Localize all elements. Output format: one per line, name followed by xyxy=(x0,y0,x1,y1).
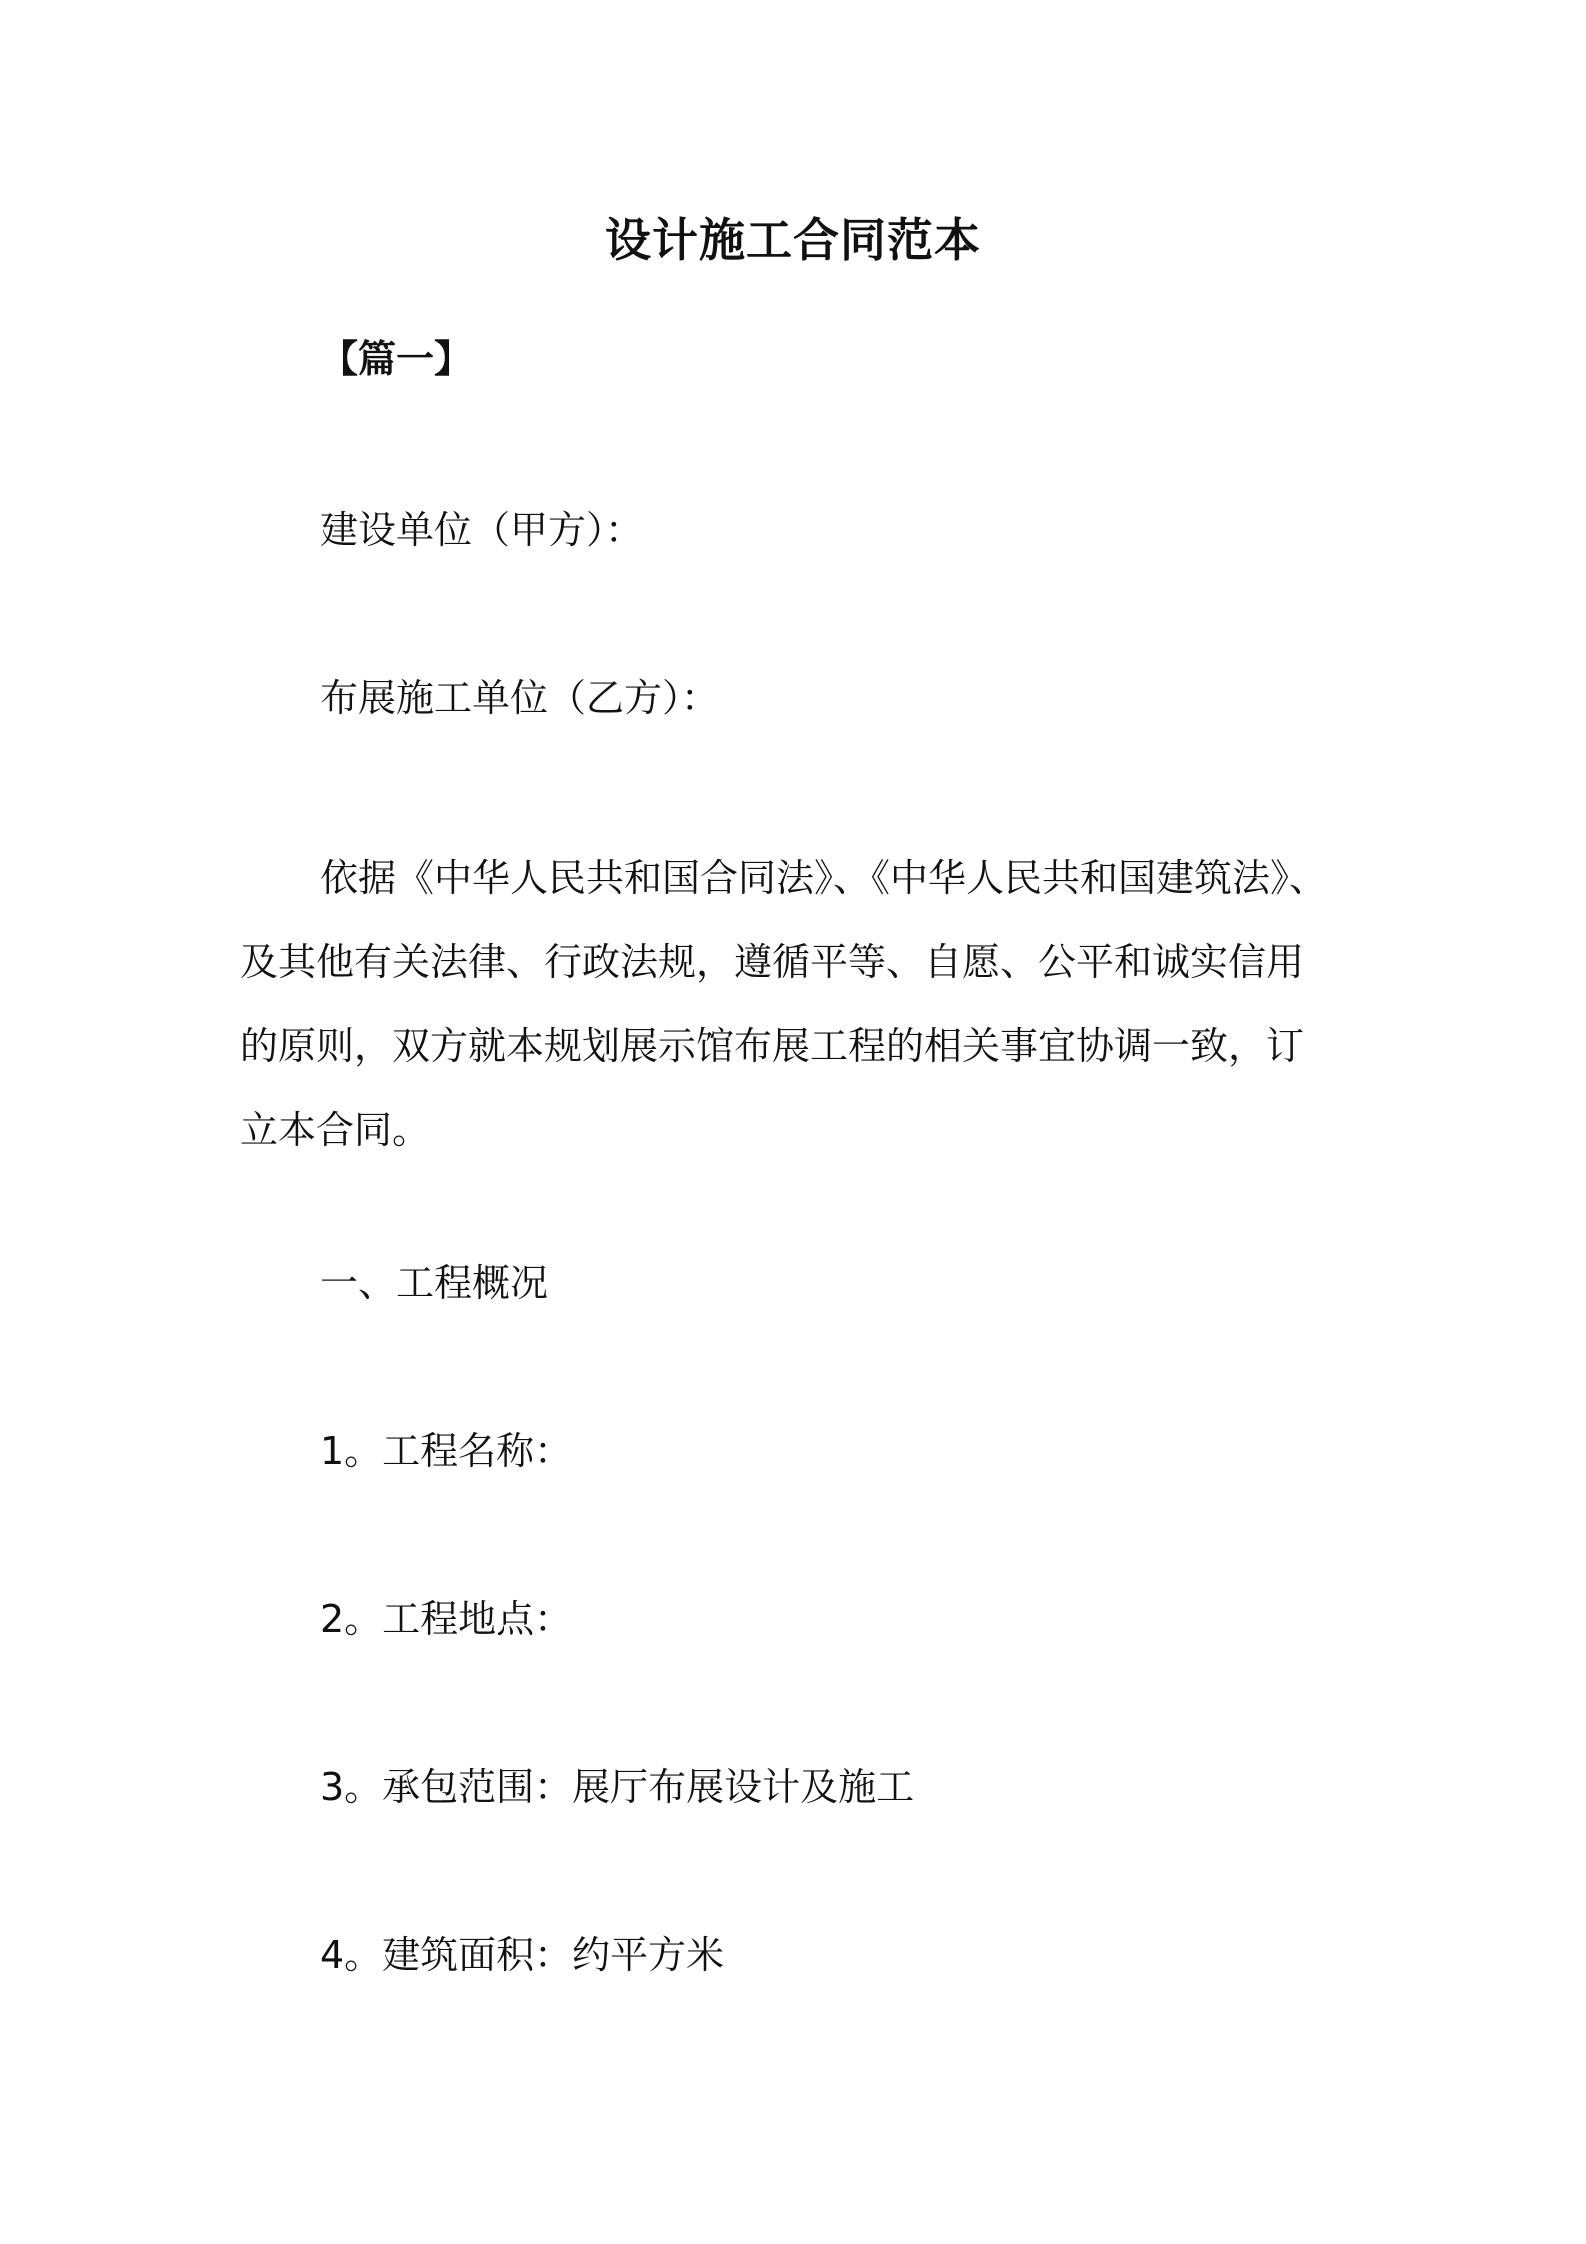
section-marker: 【篇一】 xyxy=(320,337,473,381)
item-building-area: 4。建筑面积：约平方米 xyxy=(320,1933,725,1977)
preamble-line: 及其他有关法律、行政法规，遵循平等、自愿、公平和诚实信用 xyxy=(240,940,1305,984)
item-project-location: 2。工程地点： xyxy=(320,1597,573,1641)
item-project-name: 1。工程名称： xyxy=(320,1429,573,1473)
party-a-label: 建设单位（甲方）： xyxy=(320,508,644,552)
section-one-heading: 一、工程概况 xyxy=(320,1261,549,1305)
document-title: 设计施工合同范本 xyxy=(605,213,981,267)
preamble-line: 立本合同。 xyxy=(240,1108,431,1152)
preamble-paragraph xyxy=(240,836,1366,1172)
preamble-line: 依据《中华人民共和国合同法》、《中华人民共和国建筑法》、 xyxy=(320,856,1328,900)
item-contract-scope: 3。承包范围：展厅布展设计及施工 xyxy=(320,1765,915,1809)
party-b-label: 布展施工单位（乙方）： xyxy=(320,676,720,720)
preamble-line: 的原则，双方就本规划展示馆布展工程的相关事宜协调一致，订 xyxy=(240,1024,1305,1068)
